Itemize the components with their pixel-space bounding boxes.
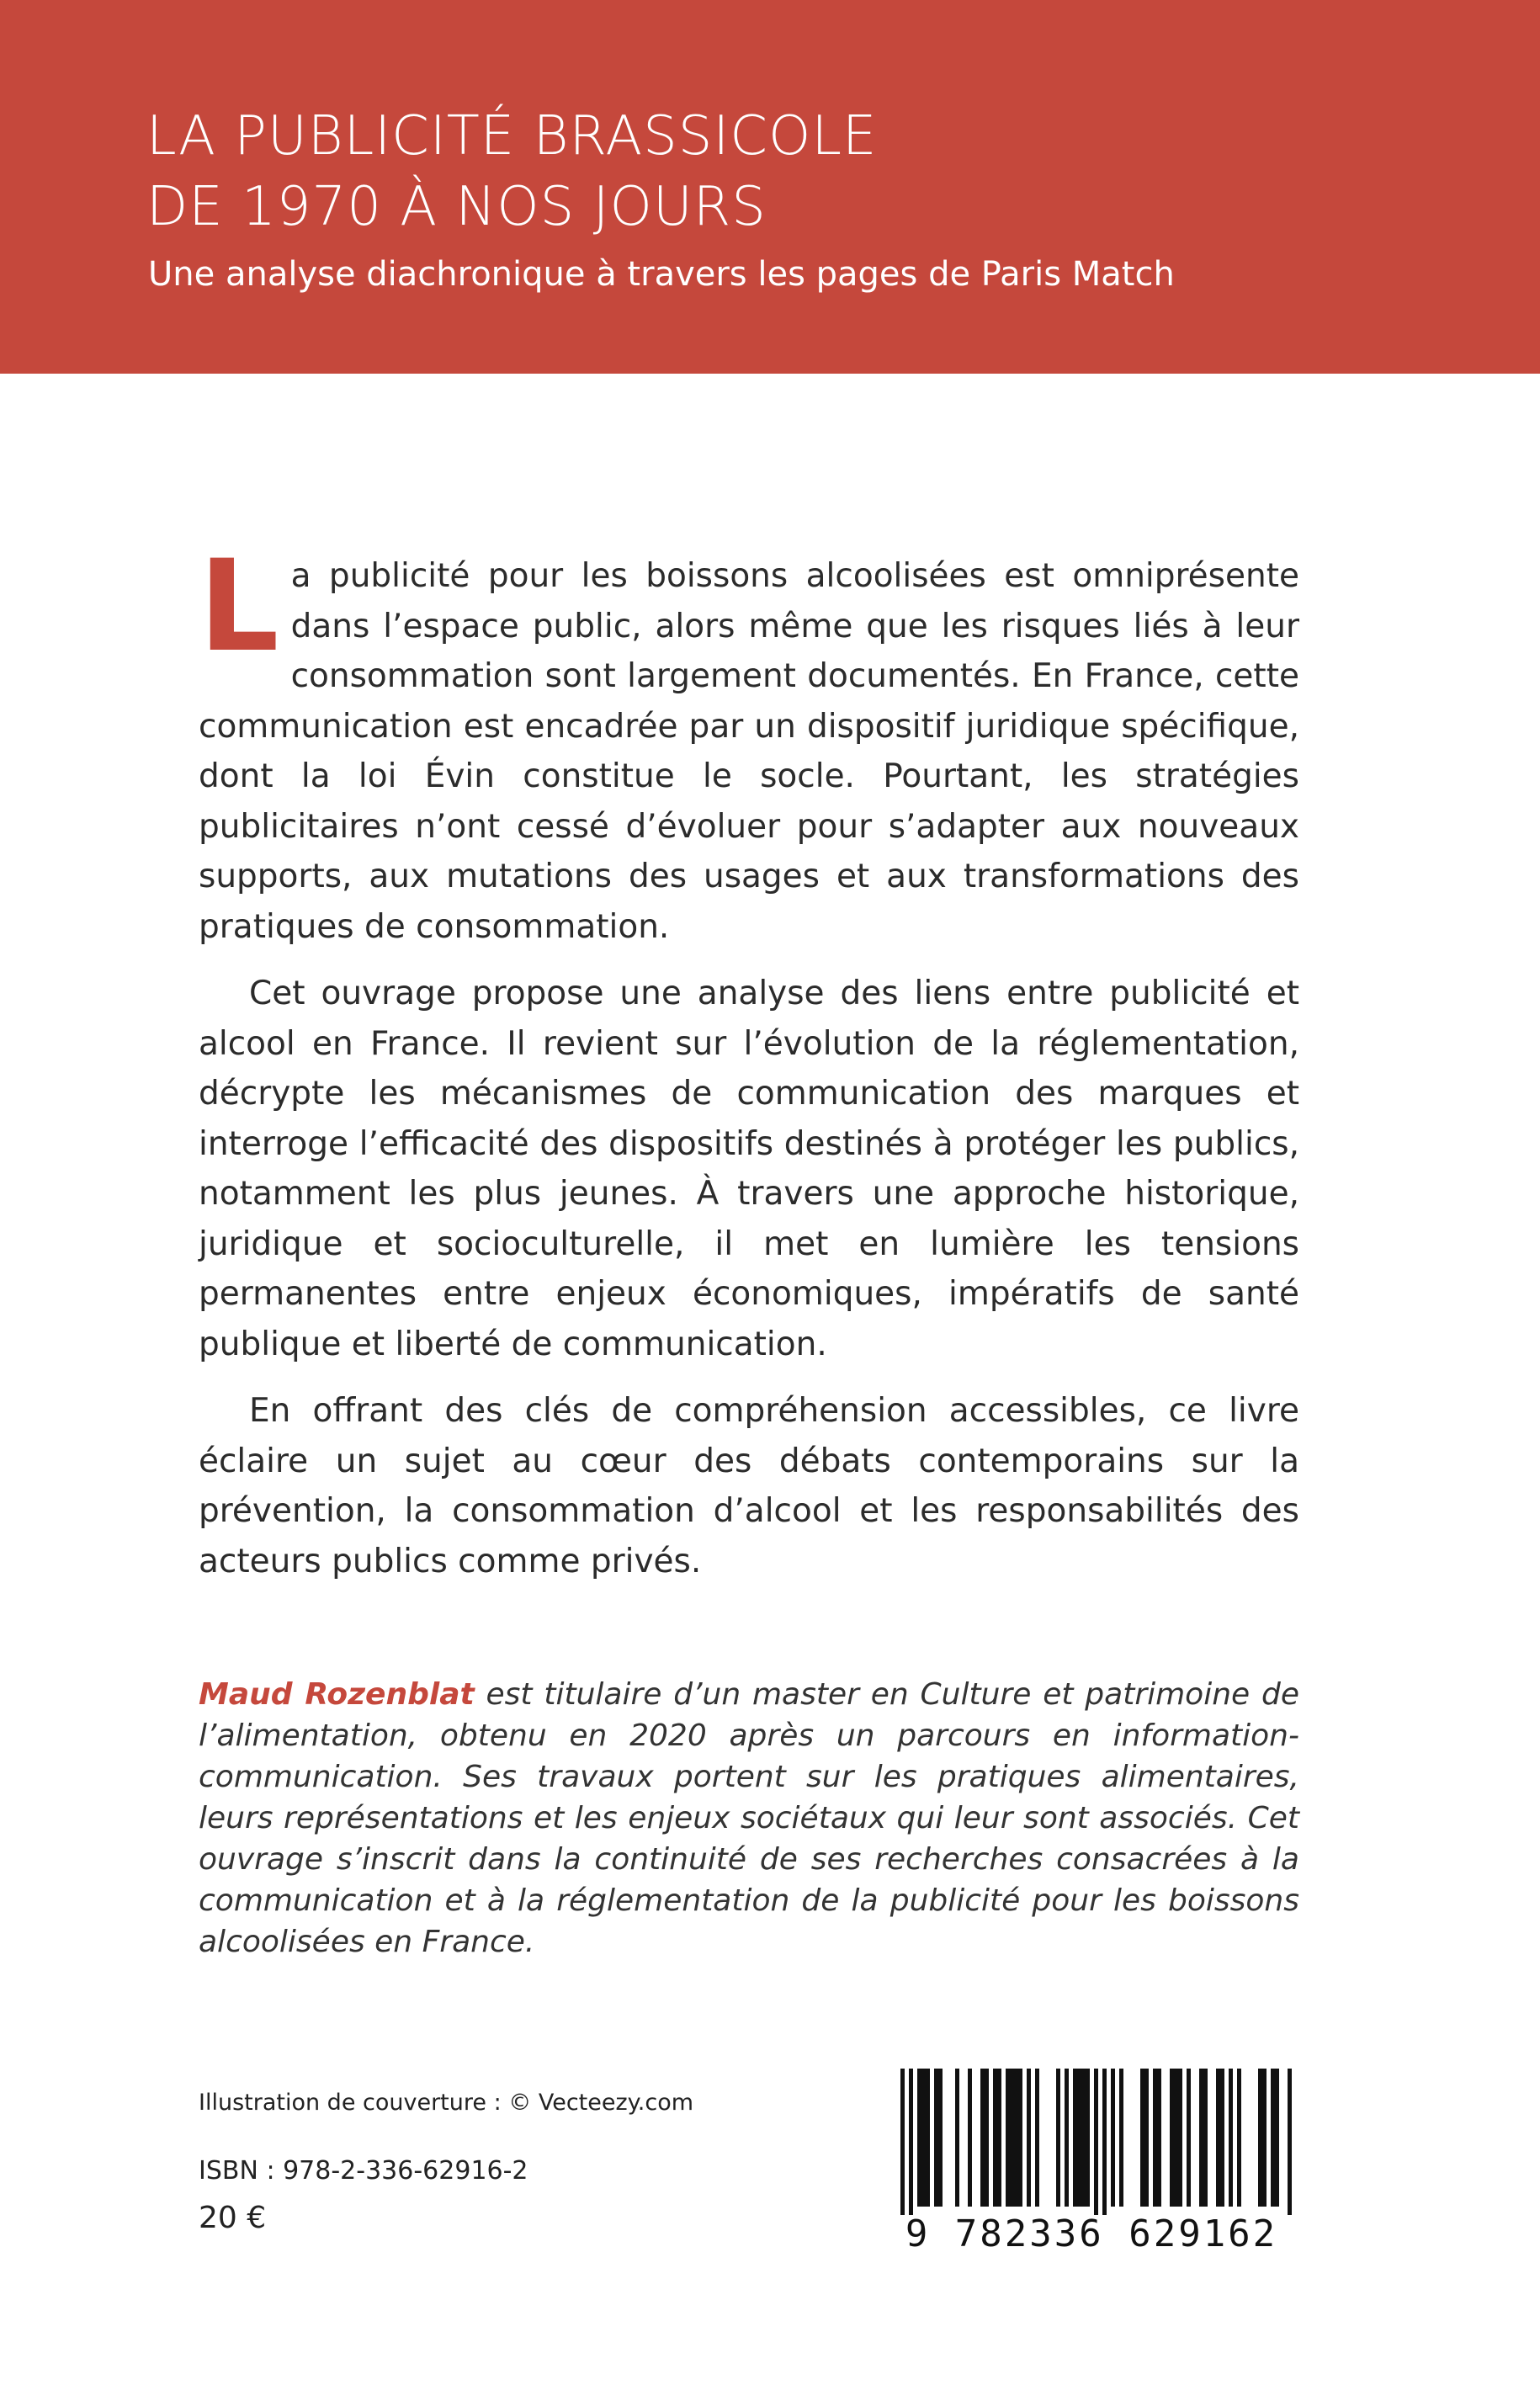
- barcode-bar: [909, 2069, 913, 2215]
- barcode-bar: [1014, 2069, 1018, 2207]
- barcode-bar: [1153, 2069, 1157, 2207]
- barcode-bar: [1258, 2069, 1262, 2207]
- barcode-bar: [1229, 2069, 1233, 2207]
- author-bio-text: est titulaire d’un master en Culture et patrimoine de l’alimentation, obtenu en 2020 après un parcours en information-communication. Ses travaux portent sur les pratiques alimentaires, leurs représentations et les enjeux sociétaux qui leur sont associés. Cet ouvrage s’inscrit dans la continuité de ses recherches consacrées à la communication et à la réglementation de la publicité pour les boissons alcoolisées en France.: [199, 1677, 1299, 1959]
- barcode-bar: [926, 2069, 930, 2207]
- blurb: [199, 534, 1299, 1586]
- barcode-bar: [1077, 2069, 1081, 2207]
- barcode-bar: [1187, 2069, 1191, 2207]
- barcode-bar: [1174, 2069, 1178, 2207]
- barcode-bar: [1199, 2069, 1203, 2207]
- barcode-bar: [921, 2069, 926, 2207]
- book-title-line-1: LA PUBLICITÉ BRASSICOLE: [146, 105, 878, 167]
- barcode-bar: [917, 2069, 921, 2207]
- barcode-bar: [1006, 2069, 1010, 2207]
- book-subtitle: Une analyse diachronique à travers les pages de Paris Match: [148, 255, 1175, 294]
- blurb-paragraph-2: Cet ouvrage propose une analyse des liens entre publicité et alcool en France. Il revient sur l’évolution de la réglementation, décrypte les mécanismes de communication des marques et interroge l’efficacité des dispositifs destinés à protéger les publics, notamment les plus jeunes. À travers une approche historique, juridique et socioculturelle, il met en lumière les tensions permanentes entre enjeux économiques, impératifs de santé publique et liberté de communication.: [199, 975, 1299, 1363]
- blurb-paragraph-1: [199, 534, 1299, 952]
- barcode-bar: [934, 2069, 938, 2207]
- barcode-bar: [1056, 2069, 1060, 2207]
- blurb-paragraph-1-text: a publicité pour les boissons alcoolisées est omniprésente dans l’espace public, alors même que les risques liés à leur consommation sont largement documentés. En France, cette communication est encadrée par un dispositif juridique spécifique, dont la loi Évin constitue le socle. Pourtant, les stratégies publicitaires n’ont cessé d’évoluer pour s’adapter aux nouveaux supports, aux mutations des usages et aux transformations des pratiques de consommation.: [199, 557, 1299, 946]
- barcode-bar: [1027, 2069, 1031, 2207]
- barcode-digits: 9 782336 629162: [905, 2212, 1278, 2255]
- barcode-bar: [980, 2069, 985, 2207]
- price: 20 €: [199, 2201, 267, 2235]
- barcode-bar: [985, 2069, 989, 2207]
- barcode-bar: [1010, 2069, 1014, 2207]
- barcode-bar: [1275, 2069, 1279, 2207]
- author-name: Maud Rozenblat: [199, 1677, 475, 1712]
- barcode-bar: [900, 2069, 905, 2215]
- barcode-bar: [1178, 2069, 1182, 2207]
- barcode-bar: [1073, 2069, 1077, 2207]
- barcode-bar: [955, 2069, 959, 2207]
- isbn: ISBN : 978-2-336-62916-2: [199, 2156, 528, 2186]
- barcode-bar: [938, 2069, 943, 2207]
- barcode-bar: [1144, 2069, 1149, 2207]
- barcode-bar: [1035, 2069, 1039, 2207]
- header-band: [0, 0, 1540, 374]
- barcode-bar: [1140, 2069, 1144, 2207]
- drop-cap: L: [199, 534, 279, 680]
- book-title-line-2: DE 1970 À NOS JOURS: [146, 176, 767, 238]
- cover-credit: Illustration de couverture : © Vecteezy.com: [199, 2090, 694, 2116]
- barcode-bar: [1086, 2069, 1090, 2207]
- barcode-bar: [1094, 2069, 1098, 2215]
- barcode-bar: [1271, 2069, 1275, 2207]
- barcode-bar: [1203, 2069, 1208, 2207]
- barcode-bar: [1237, 2069, 1241, 2207]
- book-title: [146, 101, 877, 242]
- barcode-bar: [1065, 2069, 1069, 2207]
- barcode-bar: [1018, 2069, 1022, 2207]
- barcode-bar: [1262, 2069, 1267, 2207]
- barcode-bar: [1216, 2069, 1220, 2207]
- barcode-bar: [1220, 2069, 1224, 2207]
- blurb-paragraph-3: En offrant des clés de compréhension accessibles, ce livre éclaire un sujet au cœur des débats contemporains sur la prévention, la consommation d’alcool et les responsabilités des acteurs publics comme privés.: [199, 1392, 1299, 1580]
- barcode: [885, 2069, 1298, 2259]
- barcode-bar: [1288, 2069, 1292, 2215]
- barcode-bar: [1111, 2069, 1115, 2207]
- barcode-bar: [968, 2069, 972, 2207]
- barcode-bar: [1081, 2069, 1086, 2207]
- author-bio: [199, 1674, 1299, 1963]
- barcode-bar: [1102, 2069, 1107, 2215]
- barcode-bar: [993, 2069, 997, 2207]
- barcode-bar: [997, 2069, 1001, 2207]
- barcode-bar: [1157, 2069, 1161, 2207]
- barcode-bar: [1119, 2069, 1123, 2207]
- barcode-bars-icon: [890, 2069, 1293, 2215]
- barcode-bar: [1170, 2069, 1174, 2207]
